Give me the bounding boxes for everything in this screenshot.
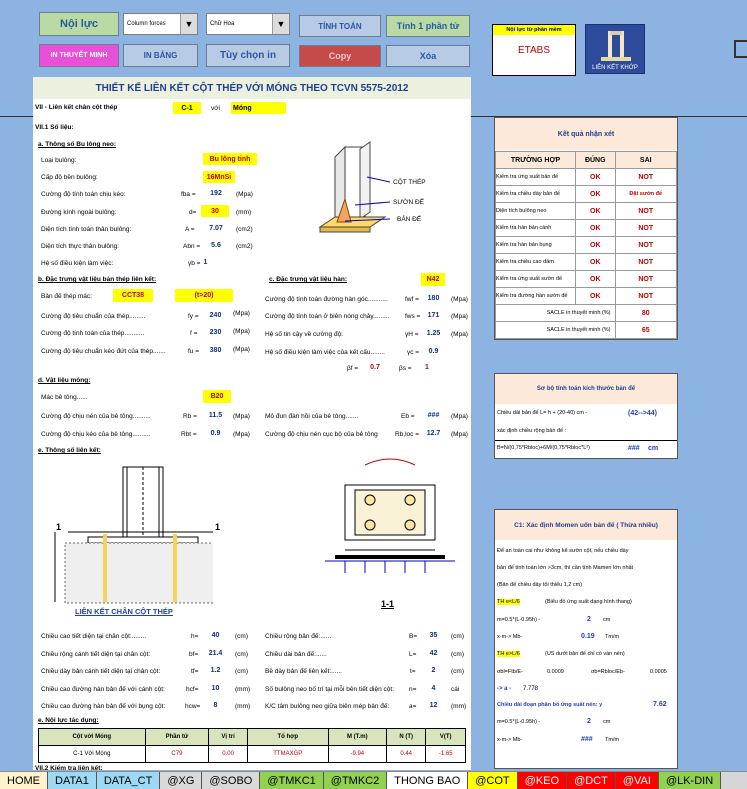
hcw-symbol: hcw= xyxy=(185,703,201,710)
yc-label: Hệ số điều kiện làm việc của kết cấu........ xyxy=(265,349,385,356)
rbt-value[interactable]: 0.9 xyxy=(210,430,221,437)
yh-symbol: γH = xyxy=(405,331,419,338)
tab-tmkc1[interactable]: @TMKC1 xyxy=(260,772,323,789)
B-symbol: B= xyxy=(409,633,418,640)
moment-p2: bản đế tính toán lớn >3cm, thì cần tính Mamen lớn nhất xyxy=(497,565,634,571)
tab-sobo[interactable]: @SOBO xyxy=(202,772,260,789)
fws-label: Cường độ tính toán ở biên nóng chảy......... xyxy=(265,313,390,320)
hcw-unit: (mm) xyxy=(235,703,251,710)
mb2-label: x-m-> Mb- xyxy=(497,737,523,743)
result-label: Kiểm tra hàn bản bụng xyxy=(496,237,576,254)
rb-symbol: Rb = xyxy=(183,413,197,420)
eb-value[interactable]: ### xyxy=(427,412,440,419)
lt-h1: Phần tử xyxy=(145,729,209,746)
fy-label: Cường độ tiêu chuẩn của thép......... xyxy=(41,313,146,320)
copy-button[interactable]: Copy xyxy=(299,45,381,67)
lt-c6: -1.65 xyxy=(426,746,466,763)
tab-thong-bao[interactable]: THONG BAO xyxy=(387,772,468,789)
B-label: Chiều rộng bản đế:...... xyxy=(265,633,332,640)
L-unit: (cm) xyxy=(451,651,464,658)
tbd-label: Bề dày bản đế liên kết:...... xyxy=(265,668,342,675)
bf-symbol: βf = xyxy=(347,365,359,372)
result-not: NOT xyxy=(615,203,677,220)
tab-home[interactable]: HOME xyxy=(0,772,48,789)
f-unit: (Mpa) xyxy=(233,328,250,335)
tf-unit: (cm) xyxy=(235,668,248,675)
nb-label: Số bulông neo bố trí tại mỗi bên tiết diện cột: xyxy=(265,686,395,693)
prelim-r3: B=N/(0,75*Rbloc)+6M/(0,75*Rbloc*L²) xyxy=(497,445,590,451)
rb-label: Cường độ chịu nén của bê tông.......... xyxy=(41,413,151,420)
prelim-r3-unit: cm xyxy=(648,445,659,452)
section-mark-right: 1 xyxy=(215,522,221,532)
m1-label: m=0.5*(L-0.95h) - xyxy=(497,617,541,623)
result-row xyxy=(496,220,677,237)
fws-value[interactable]: 171 xyxy=(427,312,440,319)
mb2-unit: Tm/m xyxy=(605,737,620,743)
section-a: a. Thông số Bu lông neo: xyxy=(38,141,116,148)
tf-label: Chiều dày bản cánh tiết diện tại chân cột: xyxy=(41,668,161,675)
m2-unit: cm xyxy=(603,719,611,725)
case1-desc: (Biểu đồ ứng suất dạng hình thang) xyxy=(545,599,632,605)
noi-luc-button[interactable]: Nội lực xyxy=(39,12,119,36)
yh-label: Hệ số tin cậy về cường độ: xyxy=(265,331,343,338)
result-label: Kiểm tra chiều cao dầm xyxy=(496,254,576,271)
result-row xyxy=(496,203,677,220)
kc-label: K/C tâm bulông neo giữa biên mép bản đế: xyxy=(265,703,390,710)
result-not: NOT xyxy=(615,169,677,186)
section-vii1: VII.1 Số liệu: xyxy=(35,124,74,131)
results-table xyxy=(495,151,677,339)
m1-value[interactable]: 2 xyxy=(587,616,591,623)
in-bang-button[interactable]: IN BẢNG xyxy=(123,44,198,67)
result-ok: OK xyxy=(576,203,616,220)
result-ok: OK xyxy=(576,220,616,237)
m2-label: m=0.5*(L-0.95h) - xyxy=(497,719,541,725)
caption-right: 1-1 xyxy=(381,599,395,609)
fws-unit: (Mpa) xyxy=(451,313,468,320)
L-value[interactable]: 42 xyxy=(429,650,438,657)
h-value[interactable]: 40 xyxy=(211,632,220,639)
table-row[interactable] xyxy=(39,746,466,763)
lt-c2: 0.00 xyxy=(209,746,248,763)
hcw-label: Chiều cao đường hàn bản đế với bụng cột: xyxy=(41,703,166,710)
abn-value[interactable]: 5.6 xyxy=(211,242,221,249)
prelim-r2: xác định chiều rộng bản đế : xyxy=(497,428,567,434)
result-not: Đặt sườn đế xyxy=(615,186,677,203)
result-ok: OK xyxy=(576,254,616,271)
tab-xg[interactable]: @XG xyxy=(160,772,202,789)
case2-desc: (US dưới bản đế chỉ có vần nén) xyxy=(545,651,625,657)
scale-value-1[interactable]: 80 xyxy=(615,305,677,322)
tf-value[interactable]: 1.2 xyxy=(210,667,221,674)
fy-value[interactable]: 240 xyxy=(209,312,222,319)
h-label: Chiều cao tiết diện tại chân cột:........ xyxy=(41,633,147,640)
col-sai: SAI xyxy=(615,152,677,169)
tab-tmkc2[interactable]: @TMKC2 xyxy=(324,772,387,789)
yh-value[interactable]: 1.25 xyxy=(426,330,441,337)
result-ok: OK xyxy=(576,288,616,305)
result-label: Kiểm tra hàn bản cánh xyxy=(496,220,576,237)
result-row xyxy=(496,237,677,254)
bf2-value[interactable]: 21.4 xyxy=(208,650,223,657)
x-value[interactable]: 7.778 xyxy=(523,686,539,692)
B-value[interactable]: 35 xyxy=(429,632,438,639)
in-thuyet-minh-button[interactable]: IN THUYẾT MINH xyxy=(39,44,119,67)
kc-symbol: a= xyxy=(409,703,417,710)
result-row xyxy=(496,271,677,288)
result-row xyxy=(496,288,677,305)
result-ok: OK xyxy=(576,186,616,203)
result-not: NOT xyxy=(615,288,677,305)
tab-cot[interactable]: @COT xyxy=(468,772,517,789)
column-logo-icon xyxy=(586,25,646,65)
bs-value[interactable]: 1 xyxy=(425,364,429,371)
yh-unit: (Mpa) xyxy=(451,331,468,338)
yb-symbol: γb = xyxy=(188,260,201,267)
f-label: Cường độ tính toán của thép........... xyxy=(41,330,145,337)
hcf-unit: (mm) xyxy=(235,686,251,693)
result-ok: OK xyxy=(576,271,616,288)
foundation-id[interactable]: Móng xyxy=(231,102,286,114)
mb1-label: x-m-> Mb- xyxy=(497,634,523,640)
section-vii2: VII.2 Kiểm tra liên kết: xyxy=(35,765,103,770)
tab-keo[interactable]: @KEO xyxy=(518,772,567,789)
lt-h6: V(T) xyxy=(426,729,466,746)
preliminary-panel xyxy=(494,373,678,459)
fu-unit: (Mpa) xyxy=(233,346,250,353)
rbloc-unit: (Mpa) xyxy=(451,431,468,438)
f-value[interactable]: 230 xyxy=(209,329,222,336)
section-c: c. Đặc trưng vật liệu hàn: xyxy=(269,276,348,283)
fba-symbol: fba = xyxy=(181,191,196,198)
tab-lk-din[interactable]: @LK-DIN xyxy=(659,772,721,789)
fu-symbol: fu = xyxy=(188,348,200,355)
sheet-tabs xyxy=(0,771,747,789)
column-id[interactable]: C-1 xyxy=(173,102,201,114)
scale-label-2: SACLE in thuyết minh (%) xyxy=(496,322,616,339)
yc-symbol: γc = xyxy=(407,349,420,356)
result-row xyxy=(496,254,677,271)
lt-h3: Tổ hợp xyxy=(247,729,328,746)
rbt-symbol: Rbt = xyxy=(181,431,197,438)
result-ok: OK xyxy=(576,237,616,254)
hcf-label: Chiều cao đường hàn bản đế với cánh cột: xyxy=(41,686,165,693)
fy-symbol: fy = xyxy=(188,313,199,320)
bolt-type-value[interactable]: Bu lông tinh xyxy=(203,153,257,165)
stress-length-value[interactable]: 7.62 xyxy=(653,701,667,708)
x-label: -> a - xyxy=(497,686,512,692)
tab-data-ct[interactable]: DATA_CT xyxy=(97,772,161,789)
fba-label: Cường độ tính toán chịu kéo: xyxy=(41,191,126,198)
rbloc-label: Cường độ chịu nén cục bộ của bê tông xyxy=(265,431,378,438)
fu-label: Cường độ tiêu chuẩn kéo đứt của thép....... xyxy=(41,348,166,355)
m1-unit: cm xyxy=(603,617,611,623)
nb-unit: cái xyxy=(451,686,460,693)
hcw-value[interactable]: 8 xyxy=(213,702,218,709)
section-d: d. Vật liệu móng: xyxy=(38,377,91,384)
bolt-grade-value[interactable]: 16MnSi xyxy=(203,171,235,183)
lt-c0: C-1 Với Móng xyxy=(39,746,146,763)
result-not: NOT xyxy=(615,237,677,254)
chevron-down-icon[interactable]: ▼ xyxy=(272,14,289,34)
bolt-type-label: Loại bulông: xyxy=(41,157,77,164)
fba-unit: (Mpa) xyxy=(236,191,253,198)
lt-h5: N (T) xyxy=(386,729,425,746)
h-symbol: h= xyxy=(191,633,199,640)
loads-table xyxy=(38,728,466,763)
plate-steel-label: Bản đế thép mác: xyxy=(41,293,92,300)
mb1-unit: Tm/m xyxy=(605,634,620,640)
yc-value[interactable]: 0.9 xyxy=(428,348,439,355)
tbd-symbol: t= xyxy=(410,668,416,675)
case1: TH e<L/6 xyxy=(497,599,520,605)
result-label: Diện tích bulông neo xyxy=(496,203,576,220)
m2-value[interactable]: 2 xyxy=(587,718,591,725)
prelim-r1: Chiều dài bản đế L= h + (20-40) cm - xyxy=(497,410,588,416)
section-vii: VII - Liên kết chân cột thép xyxy=(35,104,118,111)
lt-h2: Vị trí xyxy=(209,729,248,746)
mb2-value[interactable]: ### xyxy=(581,736,593,743)
sb1-label: σbl=Ftb/E- xyxy=(497,669,523,675)
result-label: Kiểm tra ứng suất bản đế xyxy=(496,169,576,186)
yb-label: Hệ số điều kiện làm việc: xyxy=(41,260,114,267)
logo-text: LIÊN KẾT KHỚP xyxy=(592,65,638,71)
corner-shape-icon xyxy=(734,40,747,58)
result-label: Kiểm tra ứng suất sườn đế xyxy=(496,271,576,288)
tbd-unit: (cm) xyxy=(451,668,464,675)
kc-unit: (mm) xyxy=(451,703,467,710)
mb1-value[interactable]: 0.19 xyxy=(581,633,595,640)
fwf-symbol: fwf = xyxy=(405,296,419,303)
rbloc-value[interactable]: 12.7 xyxy=(426,430,441,437)
rbt-label: Cường độ chịu kéo của bê tông.......... xyxy=(41,431,151,438)
case-value: Chữ Hoa xyxy=(210,21,235,27)
with-label: với xyxy=(211,105,220,112)
fwf-value[interactable]: 180 xyxy=(427,295,440,302)
result-label: Kiểm tra chiều dày bản đế xyxy=(496,186,576,203)
scale-value-2[interactable]: 65 xyxy=(615,322,677,339)
a-value[interactable]: 7.07 xyxy=(209,225,223,232)
fba-value[interactable]: 192 xyxy=(210,190,222,197)
col-truong-hop: TRƯỜNG HỢP xyxy=(496,152,576,169)
yb-value[interactable]: 1 xyxy=(203,259,208,266)
results-panel xyxy=(494,117,678,340)
d-value[interactable]: 30 xyxy=(201,205,229,217)
rbt-unit: (Mpa) xyxy=(233,431,250,438)
L-symbol: L= xyxy=(409,651,417,658)
label-ban-de: BẢN ĐẾ xyxy=(397,216,422,223)
rbloc-symbol: Rb,loc = xyxy=(395,431,420,438)
h-unit: (cm) xyxy=(235,633,248,640)
caption-left: LIÊN KẾT CHÂN CỘT THÉP xyxy=(75,607,173,616)
moment-title: C1: Xác định Momen uốn bản đế ( Thừa nhiều) xyxy=(495,510,677,540)
lt-c1: C79 xyxy=(145,746,209,763)
sheet-title: THIẾT KẾ LIÊN KẾT CỘT THÉP VỚI MÓNG THEO TCVN 5575-2012 xyxy=(33,77,471,99)
fws-symbol: fws = xyxy=(405,313,421,320)
eb-symbol: Eb = xyxy=(401,413,415,420)
rb-unit: (Mpa) xyxy=(233,413,250,420)
label-suon-de: SƯỜN ĐẾ xyxy=(393,199,424,206)
nb-symbol: n= xyxy=(409,686,417,693)
fwf-unit: (Mpa) xyxy=(451,296,468,303)
weld-material[interactable]: N42 xyxy=(421,273,445,286)
result-not: NOT xyxy=(615,254,677,271)
concrete-grade-value[interactable]: B20 xyxy=(203,390,231,403)
tbd-value[interactable]: 2 xyxy=(431,667,436,674)
tuy-chon-in-button[interactable]: Tùy chọn in xyxy=(206,44,290,67)
source-label: Nội lực từ phần mềm xyxy=(493,25,575,35)
label-cot-thep: CỘT THÉP xyxy=(393,179,426,186)
tab-data1[interactable]: DATA1 xyxy=(48,772,97,789)
result-row xyxy=(496,169,677,186)
source-value[interactable]: ETABS xyxy=(517,45,551,56)
bf2-label: Chiều rộng cánh tiết diện tại chân cột: xyxy=(41,651,151,658)
bs-symbol: βs = xyxy=(399,365,412,372)
scale-label-1: SACLE in thuyết minh (%) xyxy=(496,305,616,322)
stress-length-label: Chiều dài đoạn phân bố ứng suất nén: y xyxy=(497,702,603,708)
xoa-button[interactable]: Xóa xyxy=(386,45,470,67)
lt-c4: -9.94 xyxy=(328,746,386,763)
fwf-label: Cường độ tính toán đường hàn góc........... xyxy=(265,296,388,303)
eb-unit: (Mpa) xyxy=(451,413,468,420)
section-b: b. Đặc trưng vật liệu bản thép liên kết: xyxy=(38,276,157,283)
concrete-grade-label: Mác bê tông...... xyxy=(41,394,88,401)
result-not: NOT xyxy=(615,271,677,288)
base-plate-plan-diagram xyxy=(315,455,465,605)
tinh-1-phan-tu-button[interactable]: Tính 1 phần tử xyxy=(386,15,470,37)
case2: TH e>L/6 xyxy=(497,651,520,657)
prelim-r1-value[interactable]: (42-->44) xyxy=(628,410,657,417)
bf2-symbol: bf= xyxy=(189,651,199,658)
a-symbol: A = xyxy=(185,226,195,233)
bf-value[interactable]: 0.7 xyxy=(370,364,380,371)
chevron-down-icon[interactable]: ▼ xyxy=(180,14,197,34)
section-e: e. Thông số liên kết: xyxy=(38,447,101,454)
bolt-grade-label: Cấp độ bền bulông: xyxy=(41,174,98,181)
results-title: Kết quả nhận xét xyxy=(495,118,677,150)
plate-thickness-range[interactable]: (t>20) xyxy=(175,289,233,302)
f-symbol: f = xyxy=(190,330,198,337)
tf-symbol: tf= xyxy=(191,668,199,675)
moment-panel xyxy=(494,509,678,769)
nb-value[interactable]: 4 xyxy=(431,685,436,692)
prelim-r3-value[interactable]: ### xyxy=(628,445,640,452)
result-row xyxy=(496,186,677,203)
load-type-select[interactable] xyxy=(123,13,198,35)
lt-h0: Cột với Móng xyxy=(39,729,146,746)
L-label: Chiều dài bản đế:...... xyxy=(265,651,327,658)
plate-steel-value[interactable]: CCT38 xyxy=(113,289,153,302)
result-label: Kiểm tra đường hàn sườn đế xyxy=(496,288,576,305)
source-software-box xyxy=(492,24,576,76)
fu-value[interactable]: 380 xyxy=(209,347,222,354)
tab-dct[interactable]: @DCT xyxy=(567,772,616,789)
section-mark-left: 1 xyxy=(56,522,62,532)
calc-sheet xyxy=(33,77,471,770)
lt-h4: M (T.m) xyxy=(328,729,386,746)
lt-c5: 0.44 xyxy=(386,746,425,763)
lt-c3: TTMAXGP xyxy=(247,746,328,763)
hcf-value[interactable]: 10 xyxy=(211,685,220,692)
abn-label: Diện tích thực thân bulông: xyxy=(41,243,120,250)
tab-vai[interactable]: @VAI xyxy=(616,772,659,789)
abn-symbol: Abn = xyxy=(183,243,201,250)
sb1-value[interactable]: 0.0009 xyxy=(547,669,564,675)
result-not: NOT xyxy=(615,220,677,237)
column-base-section-diagram xyxy=(43,462,213,612)
a-label: Diện tích tính toán thân bulông: xyxy=(41,226,132,233)
prelim-title: Sơ bộ tính toán kích thước bản đế xyxy=(495,374,677,404)
a-unit: (cm2) xyxy=(236,226,253,233)
logo xyxy=(585,24,645,74)
case-select[interactable] xyxy=(206,13,290,35)
result-ok: OK xyxy=(576,169,616,186)
B-unit: (cm) xyxy=(451,633,464,640)
sb2-label: σb=Rbloc/Eb- xyxy=(591,669,625,675)
hcf-symbol: hcf= xyxy=(186,686,199,693)
d-symbol: d= xyxy=(189,209,197,216)
bf2-unit: (cm) xyxy=(235,651,248,658)
fy-unit: (Mpa) xyxy=(233,310,250,317)
abn-unit: (cm2) xyxy=(236,243,253,250)
load-type-value: Column forces xyxy=(127,21,166,27)
tinh-toan-button[interactable]: TÍNH TOÁN xyxy=(299,15,381,37)
section-loads: e. Nội lực tác dụng: xyxy=(38,717,99,724)
col-dung: ĐÚNG xyxy=(576,152,616,169)
moment-p1: Để an toàn cai như không kể sườn cột, nếu chiều dày xyxy=(497,548,629,554)
kc-value[interactable]: 12 xyxy=(429,702,438,709)
rb-value[interactable]: 11.5 xyxy=(208,412,223,419)
d-unit: (mm) xyxy=(236,209,252,216)
moment-p3: (Bản đế chiều dày tối thiểu 1,2 cm) xyxy=(497,582,582,588)
sb2-value[interactable]: 0.0005 xyxy=(650,669,667,675)
d-label: Đường kính ngoài bulông: xyxy=(41,209,117,216)
eb-label: Mô đun đàn hồi của bê tông....... xyxy=(265,413,359,420)
